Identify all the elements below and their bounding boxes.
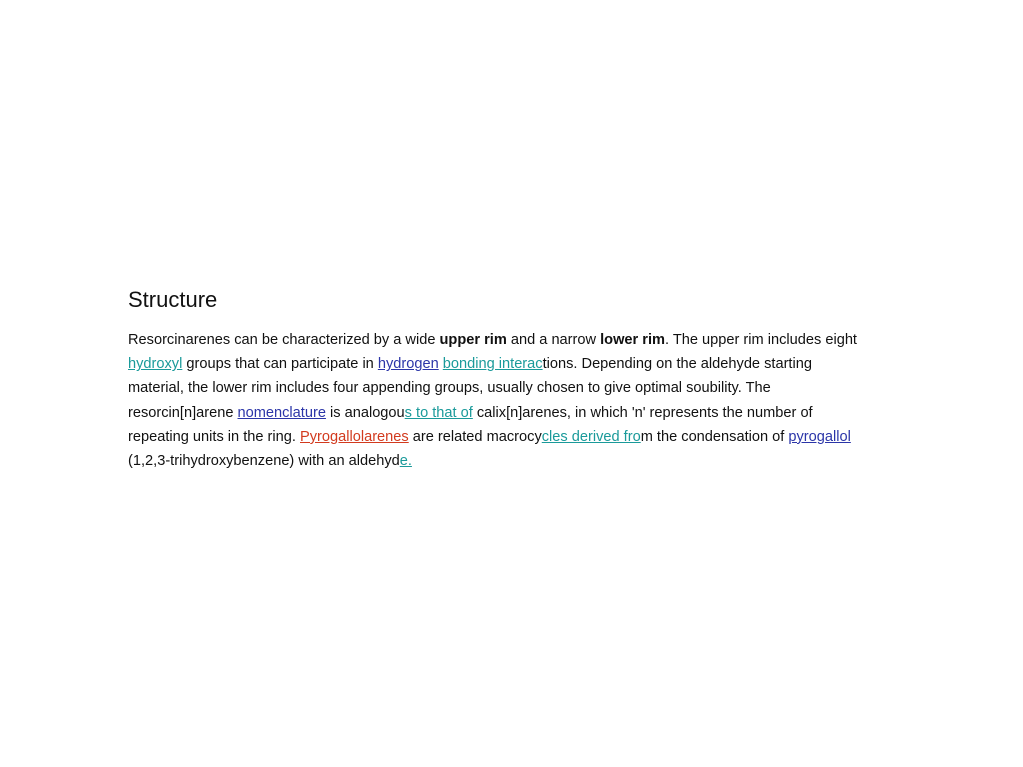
hydroxyl-link[interactable]: hydroxyl bbox=[128, 356, 183, 373]
paragraph-text: tions. Depending on the aldehyde starting bbox=[542, 356, 812, 373]
aldehyde-e-link[interactable]: e. bbox=[399, 453, 412, 470]
structure-paragraph bbox=[128, 328, 1008, 473]
paragraph-text: and a narrow bbox=[506, 332, 601, 348]
bonding-interaction-link[interactable]: bonding interac bbox=[442, 356, 543, 373]
nomenclature-link[interactable]: nomenclature bbox=[237, 404, 326, 421]
paragraph-text: (1,2,3-trihydroxybenzene) with an aldehyd bbox=[128, 453, 400, 470]
paragraph-text: material, the lower rim includes four appending groups, usually chosen to give optimal soubility. The bbox=[128, 380, 771, 397]
structure-section bbox=[128, 286, 1008, 473]
paragraph-text: m the condensation of bbox=[640, 428, 789, 445]
to-that-of-link[interactable]: s to that of bbox=[404, 404, 473, 421]
pyrogallol-link[interactable]: pyrogallol bbox=[788, 428, 851, 445]
section-heading: Structure bbox=[128, 287, 218, 312]
paragraph-text: is analogou bbox=[325, 404, 405, 421]
paragraph-text: resorcin[n]arene bbox=[128, 404, 238, 421]
paragraph-text: repeating units in the ring. bbox=[128, 428, 300, 445]
paragraph-text: calix[n]arenes, in which 'n' represents the number of bbox=[472, 404, 813, 421]
paragraph-text: groups that can participate in bbox=[182, 356, 378, 373]
pyrogallolarenes-link[interactable]: Pyrogallolarenes bbox=[300, 428, 409, 445]
hydrogen-link[interactable]: hydrogen bbox=[377, 356, 439, 373]
cles-derived-from-link[interactable]: cles derived fro bbox=[541, 428, 641, 445]
paragraph-text: Resorcinarenes can be characterized by a wide bbox=[128, 332, 440, 348]
paragraph-text: are related macrocy bbox=[408, 428, 542, 445]
paragraph-text: . The upper rim includes eight bbox=[665, 332, 857, 348]
lower-rim-bold: lower rim bbox=[600, 332, 665, 348]
upper-rim-bold: upper rim bbox=[439, 332, 507, 348]
